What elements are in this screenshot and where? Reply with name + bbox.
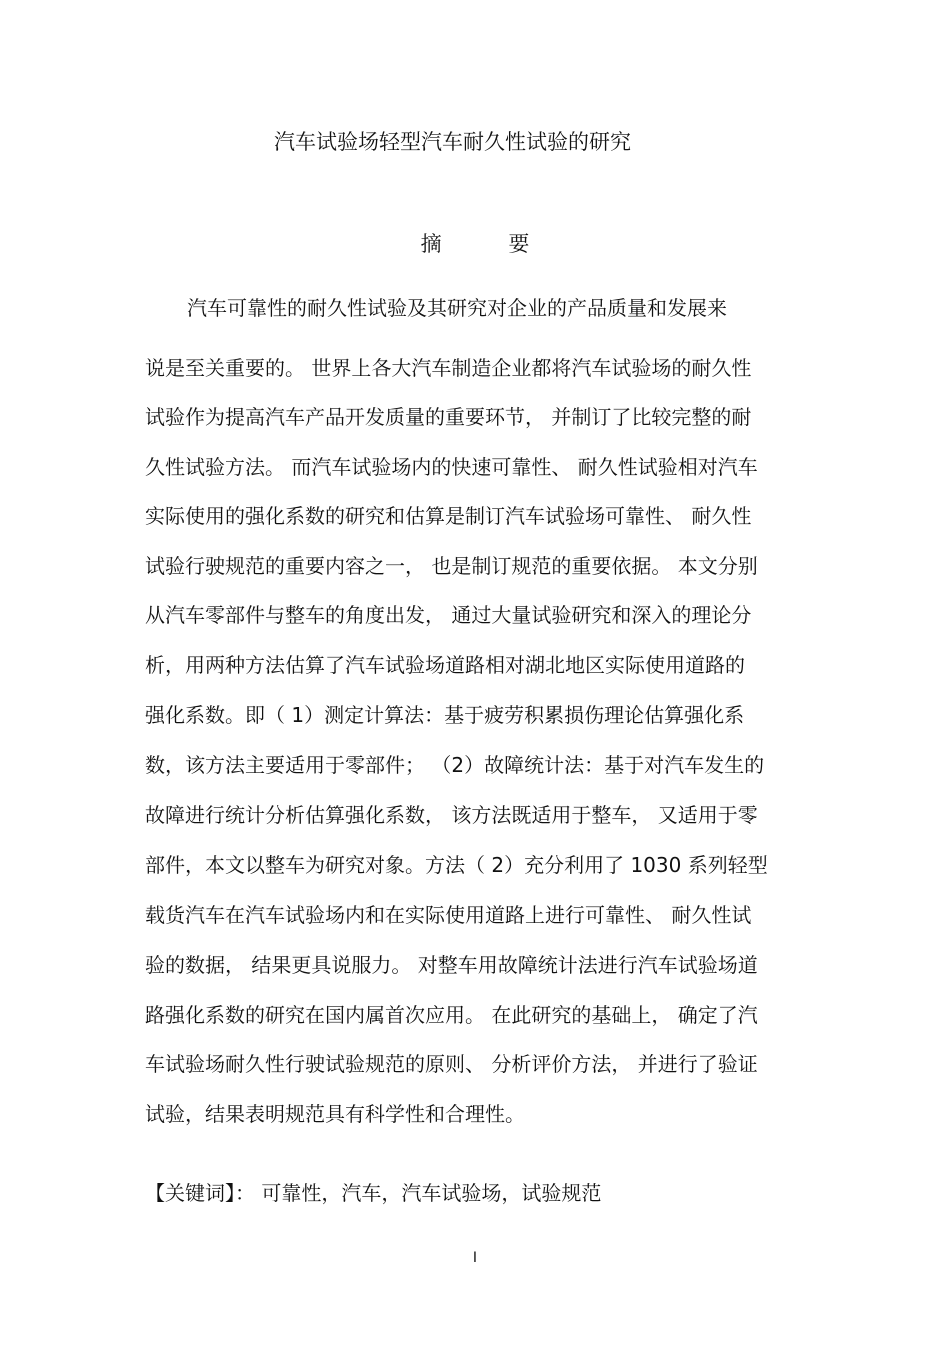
abstract-line-2: 说是至关重要的。 世界上各大汽车制造企业都将汽车试验场的耐久性	[145, 356, 752, 380]
abstract-line-13: 载货汽车在汽车试验场内和在实际使用道路上进行可靠性、 耐久性试	[145, 903, 752, 927]
abstract-line-12: 部件，本文以整车为研究对象。方法（ 2）充分利用了 1030 系列轻型	[145, 853, 768, 877]
abstract-line-5: 实际使用的强化系数的研究和估算是制订汽车试验场可靠性、 耐久性	[145, 504, 752, 528]
abstract-line-8: 析，用两种方法估算了汽车试验场道路相对湖北地区实际使用道路的	[145, 653, 745, 677]
page-number: I	[472, 1250, 478, 1266]
abstract-line-10: 数，该方法主要适用于零部件； （2）故障统计法：基于对汽车发生的	[145, 753, 765, 777]
abstract-line-3: 试验作为提高汽车产品开发质量的重要环节， 并制订了比较完整的耐	[145, 405, 752, 429]
abstract-line-7: 从汽车零部件与整车的角度出发， 通过大量试验研究和深入的理论分	[145, 603, 752, 627]
document-title: 汽车试验场轻型汽车耐久性试验的研究	[274, 130, 631, 154]
abstract-line-11: 故障进行统计分析估算强化系数， 该方法既适用于整车， 又适用于零	[145, 803, 758, 827]
abstract-line-17: 试验，结果表明规范具有科学性和合理性。	[145, 1102, 525, 1126]
abstract-heading: 摘 要	[420, 232, 560, 256]
keywords-line: 【关键词】： 可靠性，汽车，汽车试验场，试验规范	[145, 1181, 602, 1205]
abstract-line-14: 验的数据， 结果更具说服力。 对整车用故障统计法进行汽车试验场道	[145, 953, 758, 977]
abstract-line-1: 汽车可靠性的耐久性试验及其研究对企业的产品质量和发展来	[187, 296, 727, 320]
abstract-line-16: 车试验场耐久性行驶试验规范的原则、 分析评价方法， 并进行了验证	[145, 1052, 758, 1076]
abstract-line-15: 路强化系数的研究在国内属首次应用。 在此研究的基础上， 确定了汽	[145, 1003, 758, 1027]
abstract-line-9: 强化系数。即（ 1）测定计算法：基于疲劳积累损伤理论估算强化系	[145, 703, 745, 727]
abstract-line-6: 试验行驶规范的重要内容之一， 也是制订规范的重要依据。 本文分别	[145, 554, 758, 578]
abstract-line-4: 久性试验方法。 而汽车试验场内的快速可靠性、 耐久性试验相对汽车	[145, 455, 758, 479]
